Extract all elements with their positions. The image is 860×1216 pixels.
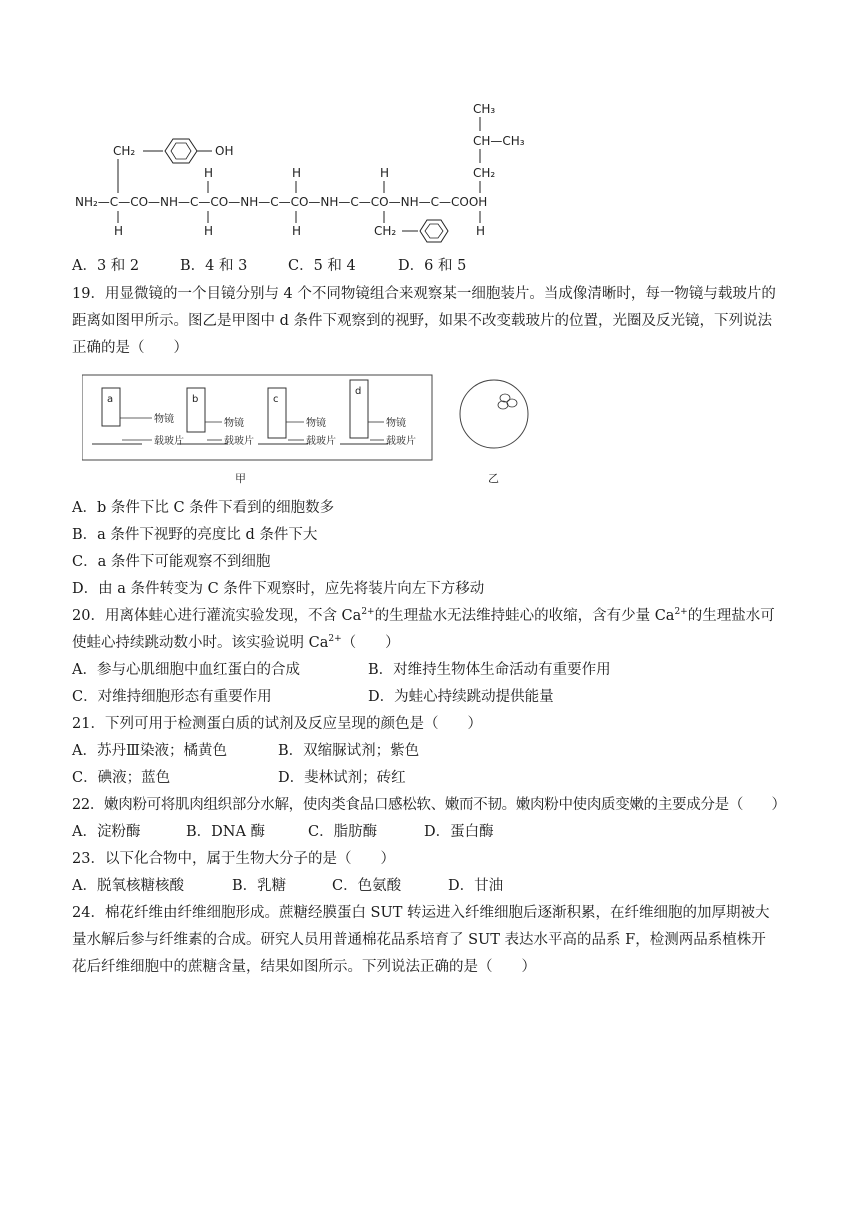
h-label: H: [204, 224, 214, 238]
q20-option-b[interactable]: B．对维持生物体生命活动有重要作用: [368, 662, 611, 678]
q21-option-a[interactable]: A．苏丹Ⅲ染液；橘黄色: [72, 743, 227, 759]
q20-stem-line-2: 使蛙心持续跳动数小时。该实验说明 $Ca^{2+}$（ ）: [72, 634, 400, 651]
microscope-figure: [82, 370, 542, 490]
ch2-phenyl-label: CH₂: [374, 224, 397, 238]
q20-option-a[interactable]: A．参与心肌细胞中血红蛋白的合成: [72, 662, 300, 678]
q21-option-d[interactable]: D．斐林试剂；砖红: [278, 770, 406, 786]
q22-option-d[interactable]: D．蛋白酶: [424, 824, 494, 840]
objective-label: 物镜: [154, 414, 174, 425]
objective-label: 物镜: [224, 418, 244, 429]
q20-option-c[interactable]: C．对维持细胞形态有重要作用: [72, 689, 272, 705]
q24-stem-line-1: 24．棉花纤维由纤维细胞形成。蔗糖经膜蛋白 SUT 转运进入纤维细胞后逐渐积累，在纤维细胞的加厚期被大: [72, 905, 770, 921]
objective-label: 物镜: [386, 418, 406, 429]
ch3-top-label: CH₃: [473, 102, 496, 116]
figure-yi-label: 乙: [488, 472, 499, 485]
q18-option-a[interactable]: A．3 和 2: [72, 258, 140, 274]
h-label: H: [476, 224, 486, 238]
q19-option-a[interactable]: A．b 条件下比 C 条件下看到的细胞数多: [72, 500, 335, 516]
phenol-ring-icon: [165, 139, 197, 163]
q19-option-d[interactable]: D．由 a 条件转变为 C 条件下观察时，应先将装片向左下方移动: [72, 581, 485, 597]
h-label: H: [204, 166, 214, 180]
h-label: H: [292, 224, 302, 238]
figure-yi: [460, 380, 528, 485]
cells-icon: [498, 394, 517, 409]
h-label: H: [292, 166, 302, 180]
q23-option-c[interactable]: C．色氨酸: [332, 878, 402, 894]
q23-option-b[interactable]: B．乳糖: [232, 878, 287, 894]
lens-label-b: b: [192, 394, 199, 405]
ch2-left-label: CH₂: [113, 144, 136, 158]
q18-option-b[interactable]: B．4 和 3: [180, 258, 248, 274]
q19-stem-line-3: 正确的是（ ）: [72, 340, 188, 356]
slide-label: 载玻片: [306, 436, 336, 447]
q24-stem-line-3: 花后纤维细胞中的蔗糖含量，结果如图所示。下列说法正确的是（ ）: [72, 959, 536, 975]
oh-label: OH: [215, 144, 234, 158]
q19-option-b[interactable]: B．a 条件下视野的亮度比 d 条件下大: [72, 527, 318, 543]
q24-stem-line-2: 量水解后参与纤维素的合成。研究人员用普通棉花品系培育了 SUT 表达水平高的品系 F，检测两品系植株开: [72, 932, 766, 948]
q23-stem: 23．以下化合物中，属于生物大分子的是（ ）: [72, 851, 395, 867]
figure-jia: [82, 375, 432, 485]
q18-option-c[interactable]: C．5 和 4: [288, 258, 356, 274]
q21-stem: 21．下列可用于检测蛋白质的试剂及反应呈现的颜色是（ ）: [72, 716, 482, 732]
q21-option-b[interactable]: B．双缩脲试剂；紫色: [278, 743, 420, 759]
q19-option-c[interactable]: C．a 条件下可能观察不到细胞: [72, 554, 271, 570]
lens-label-c: c: [273, 394, 279, 405]
peptide-backbone: NH₂—C—CO—NH—C—CO—NH—C—CO—NH—C—CO—NH—C—COOH: [75, 195, 488, 209]
slide-label: 载玻片: [154, 436, 184, 447]
q20-stem-line-1: 20．用离体蛙心进行灌流实验发现，不含 $Ca^{2+}$的生理盐水无法维持蛙心的收缩，含有少量 $Ca^{2+}$的生理盐水可: [72, 607, 775, 624]
h-label: H: [380, 166, 390, 180]
q19-stem-line-2: 距离如图甲所示。图乙是甲图中 d 条件下观察到的视野，如果不改变载玻片的位置，光圈及反光镜，下列说法: [72, 313, 772, 329]
q18-option-d[interactable]: D．6 和 5: [398, 258, 467, 274]
ch-ch3-label: CH—CH₃: [473, 134, 525, 148]
q22-option-b[interactable]: B．DNA 酶: [186, 824, 266, 840]
h-label: H: [114, 224, 124, 238]
q22-option-c[interactable]: C．脂肪酶: [308, 824, 378, 840]
q23-option-d[interactable]: D．甘油: [448, 878, 504, 894]
field-of-view-circle: [460, 380, 528, 448]
q22-option-a[interactable]: A．淀粉酶: [72, 824, 141, 840]
slide-label: 载玻片: [386, 436, 416, 447]
q21-option-c[interactable]: C．碘液；蓝色: [72, 770, 171, 786]
q22-stem: 22．嫩肉粉可将肌肉组织部分水解，使肉类食品口感松软、嫩而不韧。嫩肉粉中使肉质变嫩的主要成分是（ ）: [72, 797, 786, 813]
peptide-structure-diagram: [60, 95, 560, 245]
ch2-right-label: CH₂: [473, 166, 496, 180]
q23-option-a[interactable]: A．脱氧核糖核酸: [72, 878, 184, 894]
q19-stem-line-1: 19．用显微镜的一个目镜分别与 4 个不同物镜组合来观察某一细胞装片。当成像清晰时，每一物镜与载玻片的: [72, 286, 776, 302]
objective-label: 物镜: [306, 418, 326, 429]
q20-option-d[interactable]: D．为蛙心持续跳动提供能量: [368, 689, 554, 705]
slide-label: 载玻片: [224, 436, 254, 447]
figure-jia-label: 甲: [235, 472, 246, 485]
benzene-ring-icon: [420, 220, 448, 242]
lens-label-a: a: [107, 394, 114, 405]
lens-label-d: d: [355, 386, 362, 397]
